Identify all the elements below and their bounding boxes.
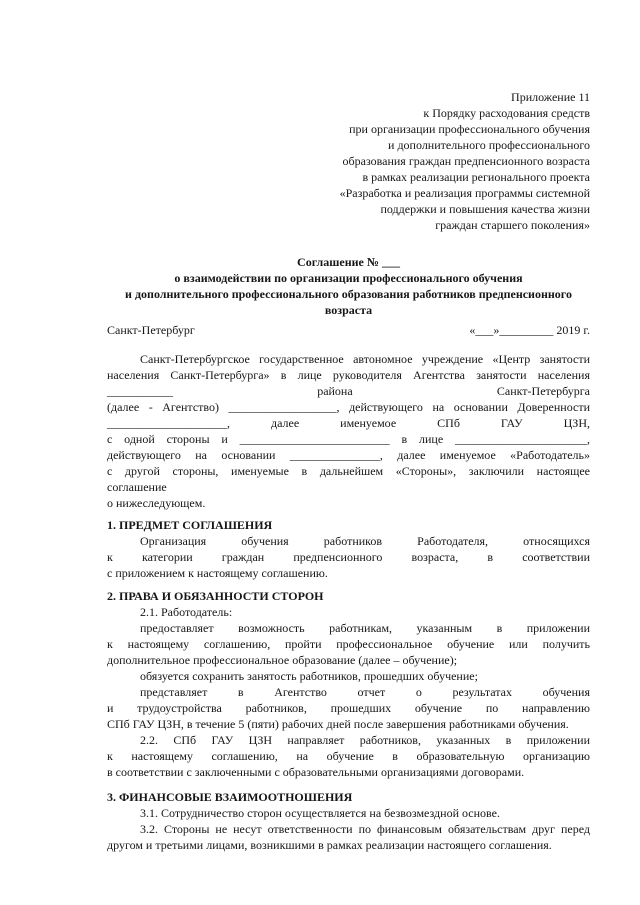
document-body	[107, 89, 590, 853]
appendix-header-line: в рамках реализации регионального проекта	[362, 170, 590, 184]
section-heading: 1. ПРЕДМЕТ СОГЛАШЕНИЯ	[107, 518, 273, 532]
section-line: 3.1. Сотрудничество сторон осуществляется на безвозмездной основе.	[140, 806, 500, 820]
appendix-header-line: образования граждан предпенсионного возраста	[342, 154, 590, 168]
appendix-header-line: к Порядку расходования средств	[423, 106, 590, 120]
section-line: и трудоустройства работников, прошедших обучение по направлению	[107, 701, 590, 715]
preamble	[107, 351, 590, 511]
section-line: к настоящему соглашению, на обучение в образовательную организацию	[107, 749, 590, 763]
section-financial	[107, 789, 590, 853]
preamble-line: (далее - Агентство) __________________, действующего на основании Доверенности	[107, 400, 590, 414]
appendix-header	[107, 89, 590, 233]
section-heading: 3. ФИНАНСОВЫЕ ВЗАИМООТНОШЕНИЯ	[107, 790, 353, 804]
appendix-header-line: «Разработка и реализация программы системной	[339, 186, 590, 200]
section-line: предоставляет возможность работникам, указанным в приложении	[140, 621, 590, 635]
preamble-line: ___________ района Санкт-Петербурга	[107, 384, 590, 398]
appendix-header-line: и дополнительного профессионального	[388, 138, 590, 152]
agreement-title	[97, 254, 600, 318]
preamble-line: о нижеследующем.	[107, 496, 206, 510]
preamble-line: с одной стороны и _________________________ в лице ______________________,	[107, 432, 590, 446]
section-line: к настоящему соглашению, пройти профессиональное обучение или получить	[107, 637, 590, 651]
appendix-header-line: Приложение 11	[511, 90, 590, 104]
section-rights-obligations	[107, 588, 590, 780]
section-line: представляет в Агентство отчет о результатах обучения	[140, 685, 590, 699]
agreement-title-line: о взаимодействии по организации профессионального обучения	[174, 271, 523, 285]
appendix-header-line: при организации профессионального обучения	[349, 122, 590, 136]
preamble-line: населения Санкт-Петербурга» в лице руководителя Агентства занятости населения	[107, 368, 590, 382]
section-subject	[107, 517, 590, 581]
section-line: в соответствии с заключенными с образовательными организациями договорами.	[107, 765, 525, 779]
preamble-line: ____________________, далее именуемое СПб ГАУ ЦЗН,	[107, 416, 590, 430]
place-date-row	[107, 322, 590, 338]
section-heading: 2. ПРАВА И ОБЯЗАННОСТИ СТОРОН	[107, 589, 324, 603]
agreement-title-line: возраста	[324, 303, 373, 317]
preamble-line: с другой стороны, именуемые в дальнейшем «Стороны», заключили настоящее	[107, 464, 590, 478]
preamble-line: Санкт-Петербургское государственное автономное учреждение «Центр занятости	[140, 352, 590, 366]
section-line: другом и третьими лицами, возникшими в рамках реализации настоящего соглашения.	[107, 838, 552, 852]
section-line: 2.1. Работодатель:	[140, 605, 233, 619]
place: Санкт-Петербург	[107, 323, 195, 337]
agreement-title-line: и дополнительного профессионального образования работников предпенсионного	[125, 287, 572, 301]
appendix-header-line: граждан старшего поколения»	[435, 218, 590, 232]
appendix-header-line: поддержки и повышения качества жизни	[380, 202, 590, 216]
section-line: 3.2. Стороны не несут ответственности по финансовым обязательствам друг перед	[140, 822, 590, 836]
agreement-number: Соглашение № ___	[297, 255, 400, 269]
preamble-line: действующего на основании _______________, далее именуемое «Работодатель»	[107, 448, 590, 462]
section-line: с приложением к настоящему соглашению.	[107, 566, 328, 580]
section-line: 2.2. СПб ГАУ ЦЗН направляет работников, указанных в приложении	[140, 733, 590, 747]
section-line: к категории граждан предпенсионного возраста, в соответствии	[107, 550, 590, 564]
section-line: Организация обучения работников Работодателя, относящихся	[140, 534, 590, 548]
preamble-line: соглашение	[107, 480, 167, 494]
section-line: СПб ГАУ ЦЗН, в течение 5 (пяти) рабочих дней после завершения работниками обучения.	[107, 717, 569, 731]
section-line: обязуется сохранить занятость работников, прошедших обучение;	[140, 669, 478, 683]
section-line: дополнительное профессиональное образование (далее – обучение);	[107, 653, 458, 667]
date-field: «___»_________ 2019 г.	[469, 323, 590, 337]
